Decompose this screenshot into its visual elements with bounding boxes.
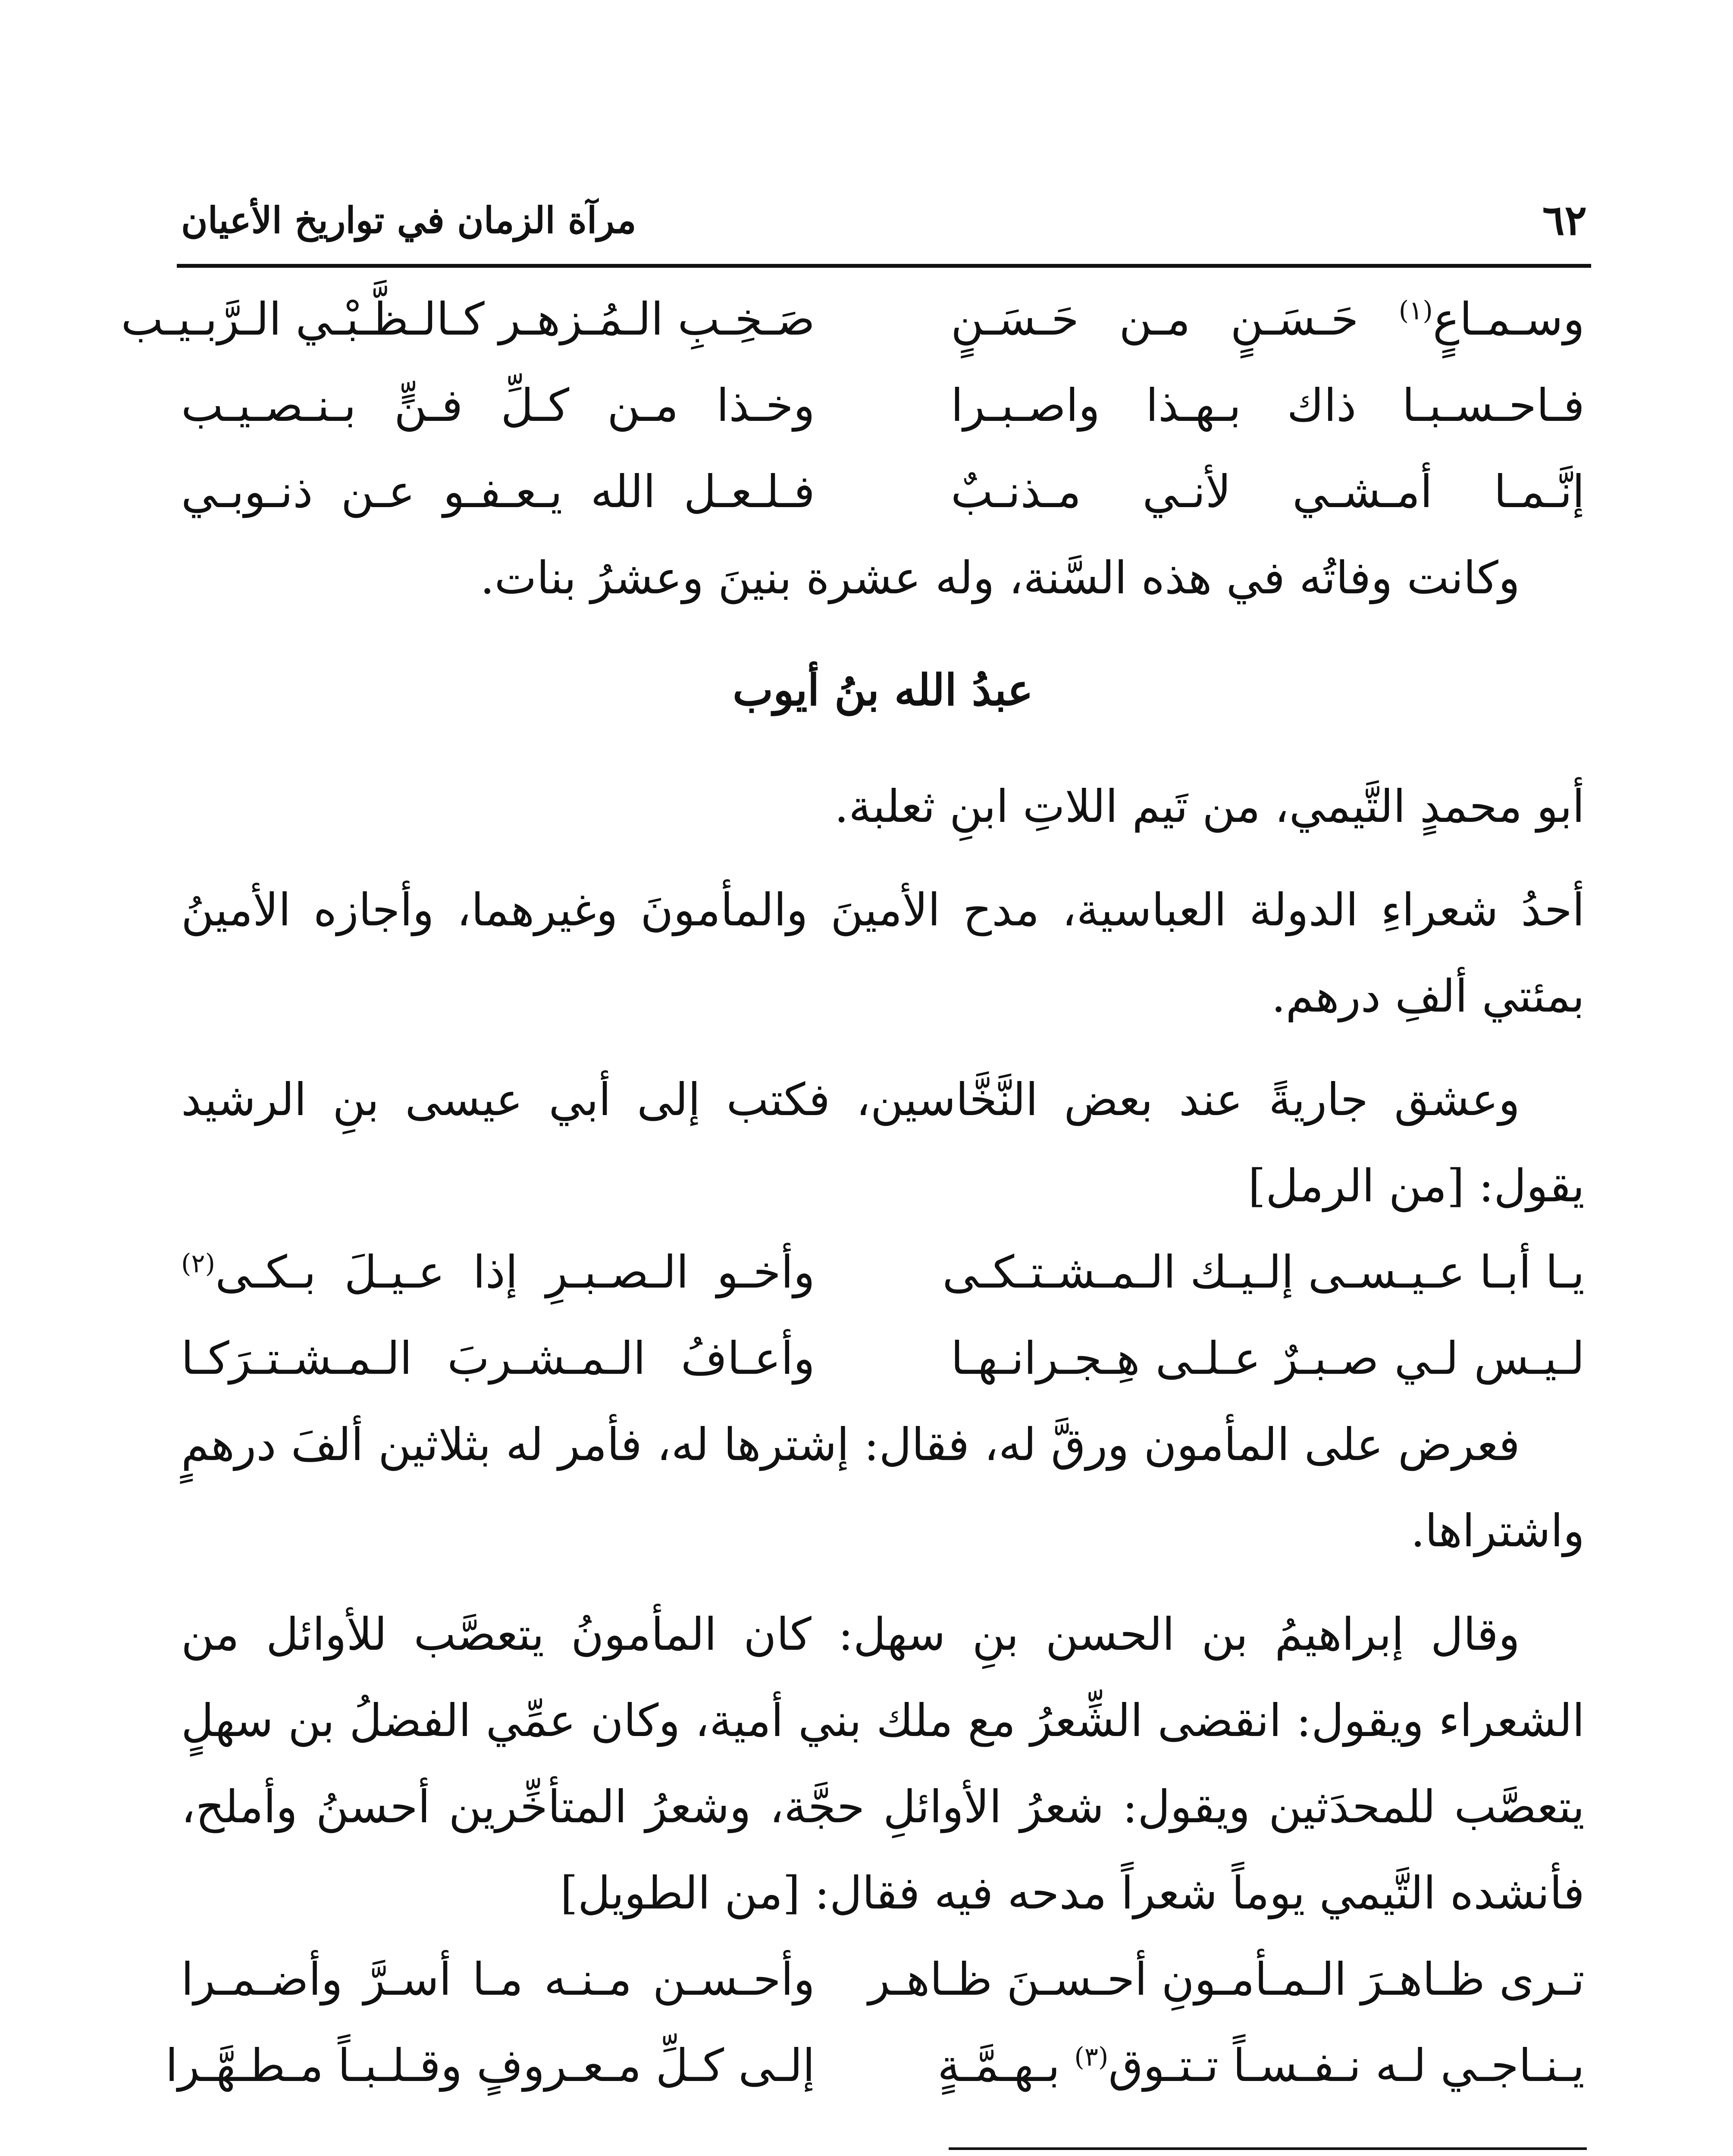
running-title: مرآة الزمان في تواريخ الأعيان	[181, 198, 636, 241]
main-text	[121, 276, 1585, 2109]
verse-line	[165, 2022, 1585, 2109]
verse-first-half: يـا أبـا عـيـسـى إلـيـك الـمـشـتـكـى	[942, 1246, 1585, 1298]
verse-second-half: وأعـافُ الـمـشـربَ الـمـشـتـرَكـا	[181, 1332, 815, 1385]
verse-line	[181, 1936, 1585, 2022]
verse-first-half	[937, 2039, 1585, 2092]
verse-line	[121, 276, 1585, 362]
paragraph-poets: أحدُ شعراءِ الدولة العباسية، مدح الأمينَ والمأمونَ وغيرهما، وأجازه الأمينُ بمئتي ألفِ درهم.	[181, 884, 1585, 1022]
verse-first-half: لـيـس لـي صـبـرٌ عـلـى هِـجـرانـهـا	[951, 1332, 1585, 1385]
verse-text: حَـسَـنٍ مـن حَـسَـنٍ	[951, 293, 1359, 345]
verse-second-half: صَـخِـبِ الـمُـزهـر كـالـظَّـبْـي الـرَّبـيـب	[121, 293, 815, 345]
verse-text: يـنـاجـي لـه نـفـسـاً تـتـوق	[1108, 2039, 1585, 2092]
verse-line	[181, 362, 1585, 448]
paragraph-love: وعشق جاريةً عند بعض النَّخَّاسين، فكتب إلى أبي عيسى بنِ الرشيد يقول: [من الرمل]	[181, 1073, 1585, 1212]
verse-second-half	[181, 1246, 815, 1298]
verse-second-half: وأحـسـن مـنـه مـا أسـرَّ وأضـمـرا	[181, 1953, 815, 2006]
verse-line	[181, 448, 1585, 535]
verse-second-half: فـلـعـل الله يـعـفـو عـن ذنـوبـي	[181, 465, 815, 518]
paragraph-death: وكانت وفاتُه في هذه السَّنة، وله عشرة بنينَ وعشرُ بنات.	[480, 552, 1520, 604]
poem-3	[165, 1936, 1585, 2109]
page-header	[181, 181, 1587, 259]
verse-second-half: وخـذا مـن كـلِّ فـنٍّ بـنـصـيـب	[181, 379, 815, 432]
footnote-marker: (١)	[1398, 295, 1433, 326]
poem-2	[181, 1229, 1585, 1401]
paragraph-purchase: فعرض على المأمون ورقَّ له، فقال: إشترها له، فأمر له بثلاثين ألفَ درهمٍ واشتراها.	[181, 1418, 1585, 1557]
verse-line	[181, 1229, 1585, 1315]
paragraph-ibrahim: وقال إبراهيمُ بن الحسن بنِ سهل: كان المأمونُ يتعصَّب للأوائل من الشعراء ويقول: انقضى الشِّعرُ مع ملك بني أمية، وكان عمِّي الفضلُ بن سهلٍ يتعصَّب للمحدَثين ويقول: شعرُ الأوائلِ حجَّة، وشعرُ المتأخِّرين أحسنُ وأملح، فأنشده التَّيمي يوماً شعراً مدحه فيه فقال: [من الطويل]	[181, 1608, 1585, 1919]
verse-first-half: إنَّـمـا أمـشـي لأنـي مـذنـبٌ	[951, 465, 1585, 518]
header-rule	[177, 264, 1591, 268]
verse-second-half: إلـى كـلِّ مـعـروفٍ وقـلـبـاً مـطـهَّـرا	[165, 2039, 815, 2092]
page-number: ٦٢	[1542, 195, 1587, 244]
verse-first-half: فـاحـسـبـا ذاك بـهـذا واصـبـرا	[951, 379, 1585, 432]
verse-first-half	[951, 293, 1585, 345]
footnote-rule	[949, 2147, 1587, 2150]
verse-text: وسـمـاعٍ	[1432, 293, 1585, 345]
footnote-marker: (٣)	[1074, 2042, 1109, 2072]
footnote-marker: (٢)	[181, 1248, 216, 1279]
verse-text: وأخـو الـصـبـرِ إذا عـيـلَ بـكـى	[215, 1246, 815, 1298]
paragraph-kunya: أبو محمدٍ التَّيمي، من تَيم اللاتِ ابنِ ثعلبة.	[834, 780, 1585, 833]
verse-first-half: تـرى ظـاهـرَ الـمـأمـونِ أحـسـنَ ظـاهـر	[868, 1953, 1585, 2006]
section-title: عبدُ الله بنُ أيوب	[732, 664, 1034, 715]
poem-1	[121, 276, 1585, 535]
verse-text: بـهـمَّـةٍ	[937, 2039, 1060, 2092]
verse-line	[181, 1315, 1585, 1401]
